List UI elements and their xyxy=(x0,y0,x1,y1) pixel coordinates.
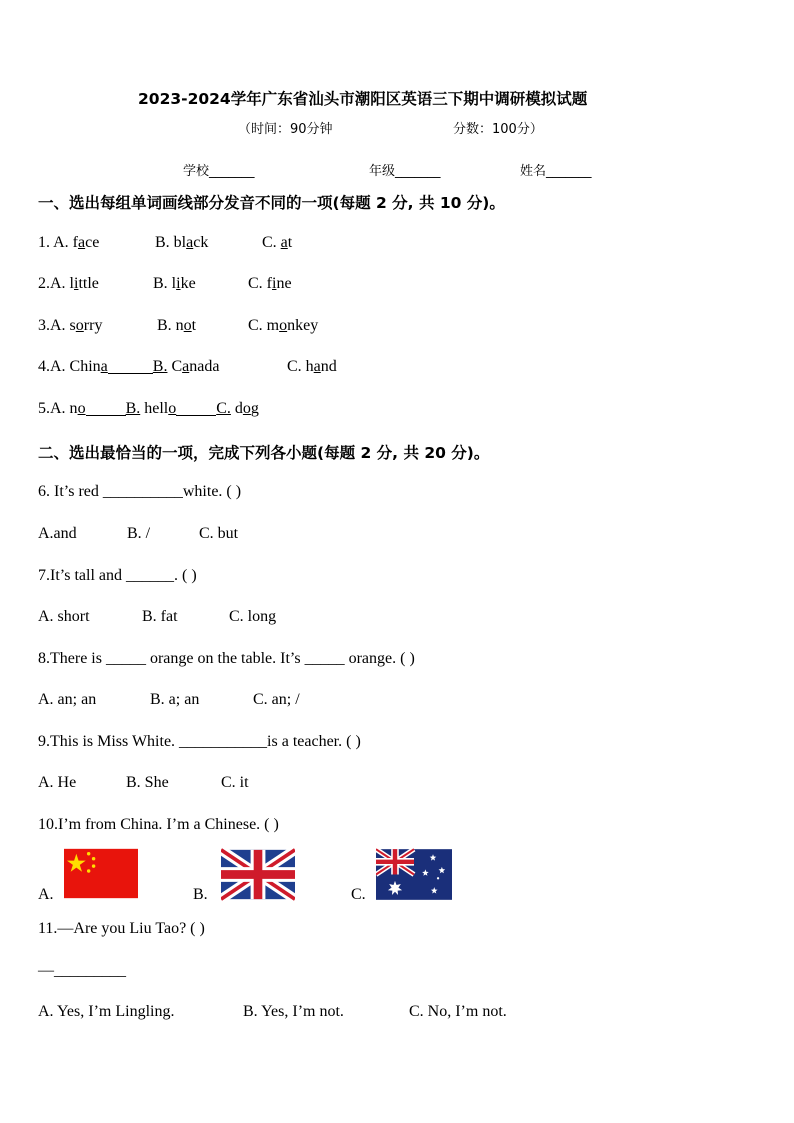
q5-option-a: A. no xyxy=(50,400,126,417)
q7-option-a: A. short xyxy=(38,608,90,625)
q10-option-b: B. xyxy=(193,886,208,903)
q4-option-c: C. hand xyxy=(287,358,337,375)
q4-number: 4. xyxy=(38,358,50,375)
q11-answer-line: —_________ xyxy=(38,962,126,979)
exam-time: （时间：90分钟 xyxy=(238,122,333,137)
q2-option-c: C. fine xyxy=(248,275,292,292)
q10-option-c: C. xyxy=(351,886,366,903)
q11-option-c: C. No, I’m not. xyxy=(409,1003,507,1020)
q7-option-c: C. long xyxy=(229,608,277,625)
q9-stem: 9.This is Miss White. ___________is a teacher. ( ) xyxy=(38,733,361,750)
q3-number: 3. xyxy=(38,317,50,334)
q9-option-b: B. She xyxy=(126,774,169,791)
q9-option-c: C. it xyxy=(221,774,249,791)
question-2 xyxy=(38,275,99,293)
q8-option-a: A. an; an xyxy=(38,691,97,708)
exam-score: 分数：100分） xyxy=(453,122,543,137)
q5-option-b: B. hello xyxy=(126,400,217,417)
school-field: 学校_______ xyxy=(183,164,255,179)
q10-option-a: A. xyxy=(38,886,54,903)
q8-stem: 8.There is _____ orange on the table. It’s _____ orange. ( ) xyxy=(38,650,415,667)
question-3 xyxy=(38,317,102,335)
page-title: 2023-2024学年广东省汕头市潮阳区英语三下期中调研模拟试题 xyxy=(138,90,588,108)
q4-option-b: B. Canada xyxy=(152,358,220,375)
q2-option-b: B. like xyxy=(153,275,196,292)
q5-option-c: C. dog xyxy=(216,400,259,417)
question-5 xyxy=(38,400,259,418)
q2-option-a: A. little xyxy=(50,275,99,292)
uk-flag-icon xyxy=(221,848,295,901)
q8-option-c: C. an; / xyxy=(253,691,300,708)
q10-stem: 10.I’m from China. I’m a Chinese. ( ) xyxy=(38,816,279,833)
grade-field: 年级_______ xyxy=(369,164,441,179)
q3-option-b: B. not xyxy=(157,317,197,334)
q1-option-c: C. at xyxy=(262,234,293,251)
q7-stem: 7.It’s tall and ______. ( ) xyxy=(38,567,197,584)
q5-number: 5. xyxy=(38,400,50,417)
q3-option-a: A. sorry xyxy=(50,317,103,334)
q6-option-b: B. / xyxy=(127,525,151,542)
australia-flag-icon xyxy=(376,848,452,901)
q1-option-b: B. black xyxy=(155,234,209,251)
q11-option-a: A. Yes, I’m Lingling. xyxy=(38,1003,175,1020)
question-4 xyxy=(38,358,219,376)
q2-number: 2. xyxy=(38,275,50,292)
q1-number: 1. xyxy=(38,234,54,251)
q6-stem: 6. It’s red __________white. ( ) xyxy=(38,483,242,500)
china-flag-icon xyxy=(64,847,138,900)
name-field: 姓名_______ xyxy=(520,164,592,179)
q8-option-b: B. a; an xyxy=(150,691,200,708)
q1-option-a: A. face xyxy=(53,234,100,251)
q6-option-c: C. but xyxy=(199,525,239,542)
q4-option-a: A. China xyxy=(50,358,153,375)
q11-option-b: B. Yes, I’m not. xyxy=(243,1003,344,1020)
section1-heading: 一、选出每组单词画线部分发音不同的一项(每题 2 分, 共 10 分)。 xyxy=(38,194,505,212)
q7-option-b: B. fat xyxy=(142,608,178,625)
q9-option-a: A. He xyxy=(38,774,77,791)
q11-stem: 11.—Are you Liu Tao? ( ) xyxy=(38,920,205,937)
question-1 xyxy=(38,234,99,252)
section2-heading: 二、选出最恰当的一项，完成下列各小题(每题 2 分, 共 20 分)。 xyxy=(38,444,490,462)
q6-option-a: A.and xyxy=(38,525,77,542)
q3-option-c: C. monkey xyxy=(248,317,319,334)
